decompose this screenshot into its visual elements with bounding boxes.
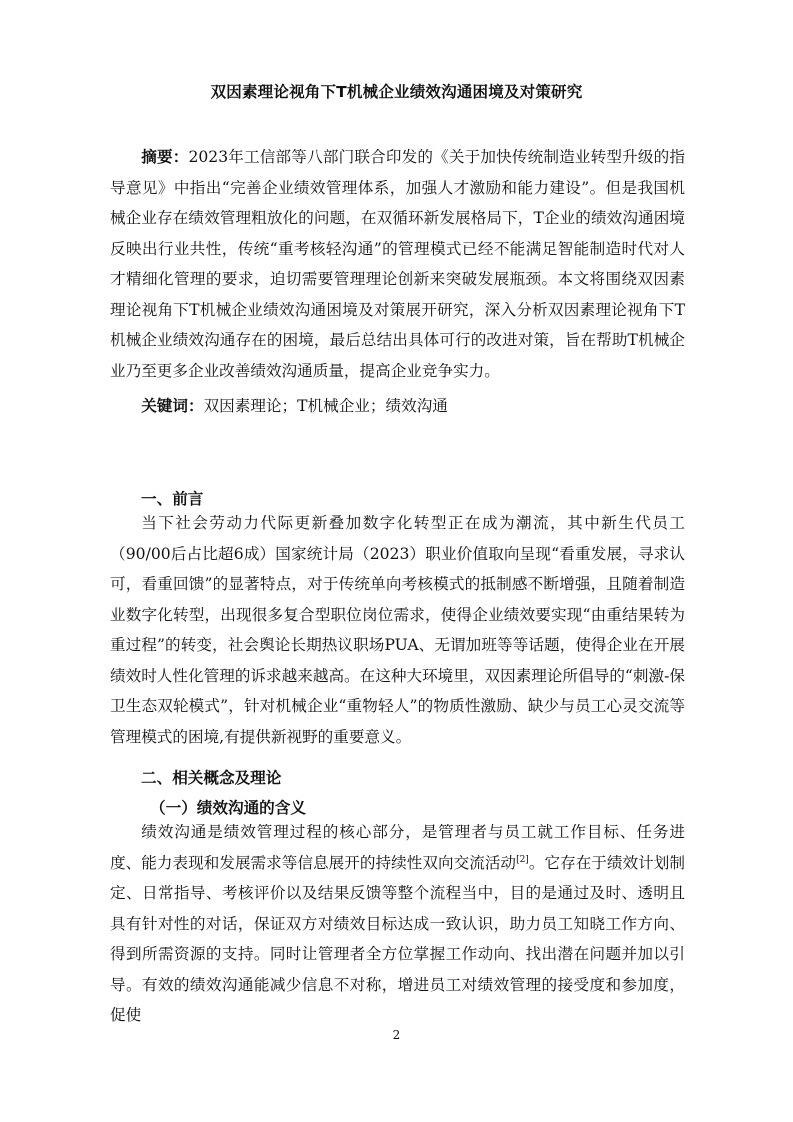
subsection-heading-meaning: （一）绩效沟通的含义 — [150, 799, 306, 817]
page-number: 2 — [392, 1028, 401, 1042]
citation-ref: [2] — [516, 854, 529, 865]
document-title: 双因素理论视角下T机械企业绩效沟通困境及对策研究 — [210, 83, 583, 101]
section-heading-concepts: 二、相关概念及理论 — [141, 769, 282, 787]
section-preface-text: 当下社会劳动力代际更新叠加数字化转型正在成为潮流，其中新生代员工（90/00后占比超6成）国家统计局（2023）职业价值取向呈现“看重发展，寻求认可，看重回馈”的显著特点，对于传统单向考核模式的抵制感不断增强，且随着制造业数字化转型，出现很多复合型职位岗位需求，使得企业绩效要实现“由重结果转为重过程”的转变，社会舆论长期热议职场PUA、无谓加班等等话题，使得企业在开展绩效时人性化管理的诉求越来越高。在这种大环境里，双因素理论所倡导的“刺激-保卫生态双轮模式”，针对机械企业“重物轻人”的物质性激励、缺少与员工心灵交流等管理模式的困境,有提供新视野的重要意义。 — [110, 514, 685, 746]
abstract-label: 摘要： — [141, 148, 189, 166]
subsection-meaning-text-b: 。它存在于绩效计划制定、日常指导、考核评价以及结果反馈等整个流程当中，目的是通过及时、透明且具有针对性的对话，保证双方对绩效目标达成一致认识，助力员工知晓工作方向、得到所需资源的支持。同时让管理者全方位掌握工作动向、找出潜在问题并加以引导。有效的绩效沟通能减少信息不对称，增进员工对绩效管理的接受度和参加度，促使 — [110, 853, 685, 1024]
abstract-paragraph — [110, 142, 685, 386]
section-heading-preface: 一、前言 — [141, 490, 204, 508]
abstract-text: 2023年工信部等八部门联合印发的《关于加快传统制造业转型升级的指导意见》中指出“完善企业绩效管理体系，加强人才激励和能力建设”。但是我国机械企业存在绩效管理粗放化的问题，在双循环新发展格局下，T企业的绩效沟通困境反映出行业共性，传统“重考核轻沟通”的管理模式已经不能满足智能制造时代对人才精细化管理的要求，迫切需要管理理论创新来突破发展瓶颈。本文将围绕双因素理论视角下T机械企业绩效沟通困境及对策展开研究，深入分析双因素理论视角下T机械企业绩效沟通存在的困境，最后总结出具体可行的改进对策，旨在帮助T机械企业乃至更多企业改善绩效沟通质量，提高企业竞争实力。 — [110, 148, 685, 380]
keywords-text: 双因素理论；T机械企业；绩效沟通 — [203, 397, 448, 415]
keywords-paragraph — [110, 391, 685, 422]
subsection-meaning-text-a: 绩效沟通是绩效管理过程的核心部分，是管理者与员工就工作目标、任务进度、能力表现和发展需求等信息展开的持续性双向交流活动 — [110, 823, 685, 872]
subsection-meaning-text — [110, 817, 685, 1031]
keywords-label: 关键词： — [141, 397, 204, 415]
